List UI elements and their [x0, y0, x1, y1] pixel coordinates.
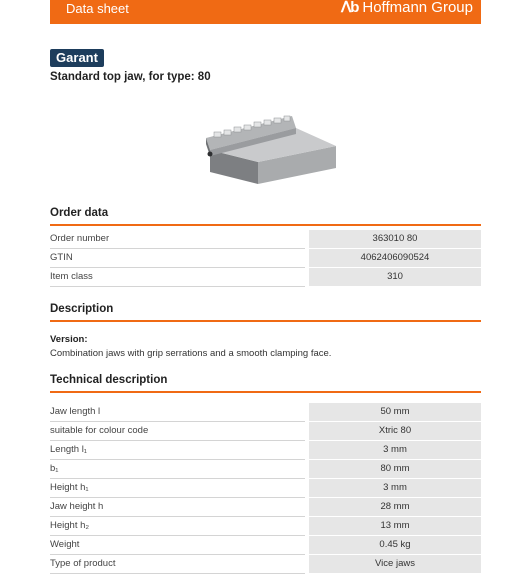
hoffmann-logo	[341, 0, 473, 16]
row-label: Item class	[50, 268, 305, 287]
row-value: 310	[309, 268, 481, 287]
table-row	[50, 536, 481, 555]
table-row	[50, 249, 481, 268]
technical-description-title: Technical description	[50, 371, 481, 393]
row-value: 28 mm	[309, 498, 481, 517]
row-label: Weight	[50, 536, 305, 555]
order-data-title: Order data	[50, 204, 481, 226]
row-value: 13 mm	[309, 517, 481, 536]
row-value: 50 mm	[309, 403, 481, 422]
table-row	[50, 403, 481, 422]
table-row	[50, 441, 481, 460]
row-label: suitable for colour code	[50, 422, 305, 441]
row-label: GTIN	[50, 249, 305, 268]
table-row	[50, 479, 481, 498]
row-label: b₁	[50, 460, 305, 479]
row-value: Xtric 80	[309, 422, 481, 441]
table-row	[50, 422, 481, 441]
description-title: Description	[50, 300, 481, 322]
table-row	[50, 517, 481, 536]
hoffmann-logo-icon: ᐱb	[340, 0, 359, 16]
table-row	[50, 460, 481, 479]
row-label: Height h₂	[50, 517, 305, 536]
brand-name: Hoffmann Group	[362, 0, 473, 16]
table-row	[50, 498, 481, 517]
order-data-section	[50, 204, 481, 287]
row-value: 3 mm	[309, 441, 481, 460]
description-section	[50, 300, 481, 359]
table-row	[50, 555, 481, 574]
row-label: Type of product	[50, 555, 305, 574]
row-value: Vice jaws	[309, 555, 481, 574]
product-image	[196, 110, 340, 186]
row-label: Height h₁	[50, 479, 305, 498]
row-label: Jaw length l	[50, 403, 305, 422]
row-value: 4062406090524	[309, 249, 481, 268]
table-row	[50, 268, 481, 287]
row-value: 3 mm	[309, 479, 481, 498]
row-value: 0.45 kg	[309, 536, 481, 555]
row-value: 363010 80	[309, 230, 481, 249]
technical-description-section	[50, 371, 481, 574]
row-value: 80 mm	[309, 460, 481, 479]
garant-badge: Garant	[50, 49, 104, 67]
data-sheet-label: Data sheet	[66, 1, 129, 16]
row-label: Length l₁	[50, 441, 305, 460]
table-row	[50, 230, 481, 249]
version-text: Combination jaws with grip serrations and a smooth clamping face.	[50, 348, 332, 359]
row-label: Jaw height h	[50, 498, 305, 517]
page-header	[50, 0, 481, 24]
version-label: Version:	[50, 334, 88, 345]
row-label: Order number	[50, 230, 305, 249]
product-title: Standard top jaw, for type: 80	[50, 71, 211, 83]
